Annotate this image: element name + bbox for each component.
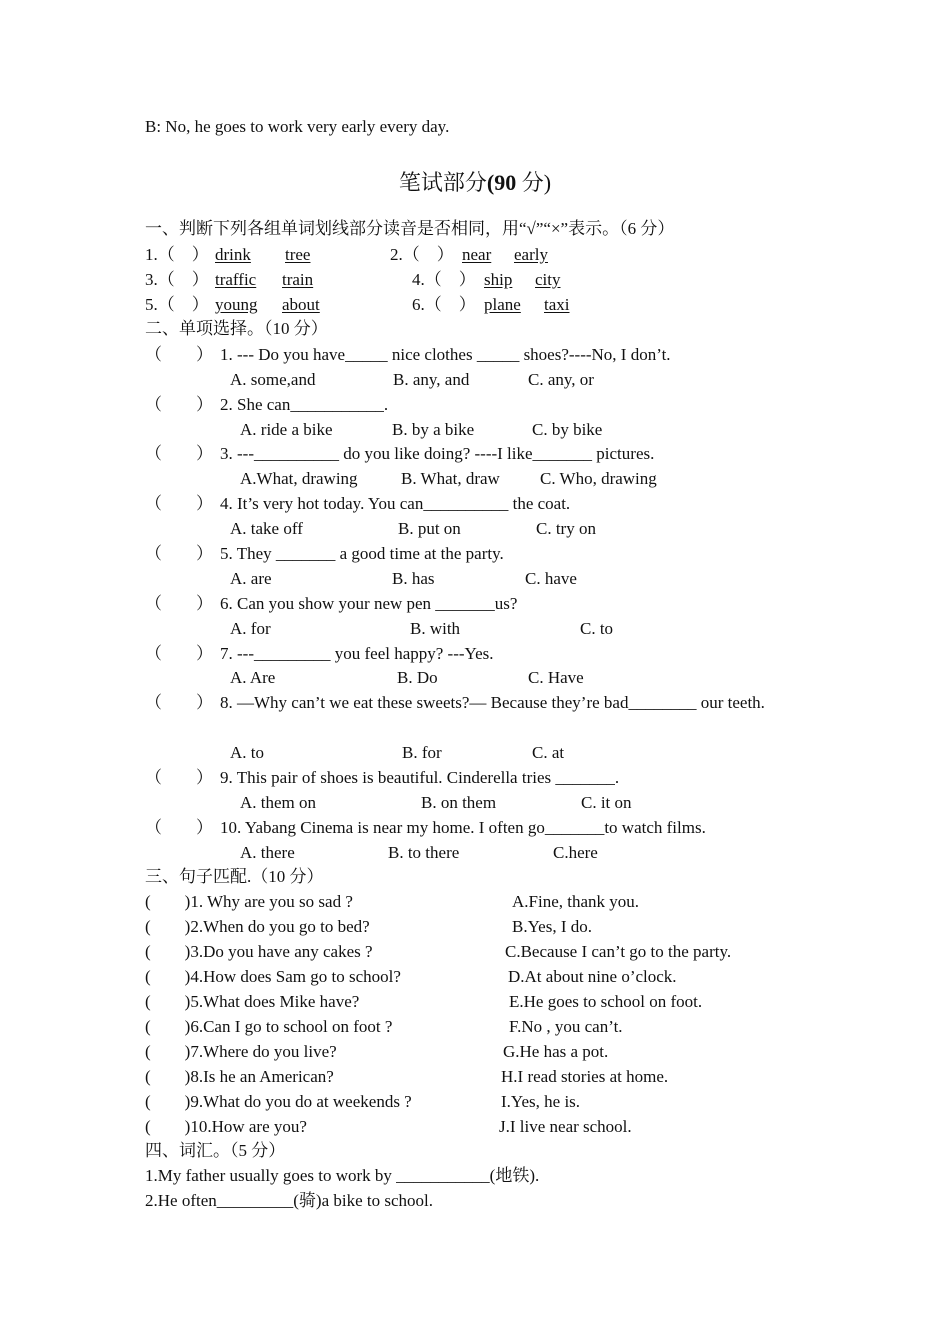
s1-item-num: 5.（ ） bbox=[145, 295, 209, 314]
question-text: 4. It’s very hot today. You can__________ the coat. bbox=[220, 494, 571, 513]
s1-item-num: 1.（ ） bbox=[145, 245, 209, 264]
intro-line: B: No, he goes to work very early every day. bbox=[145, 117, 450, 136]
match-question: ( )7.Where do you live? bbox=[145, 1042, 337, 1061]
option-a: A. for bbox=[230, 619, 271, 638]
match-answer: G.He has a pot. bbox=[503, 1042, 609, 1061]
option-b: B. put on bbox=[398, 519, 461, 538]
s1-word: near bbox=[462, 245, 492, 264]
option-c: C.here bbox=[553, 843, 598, 862]
option-a: A. them on bbox=[240, 793, 317, 812]
s1-item-num: 4.（ ） bbox=[412, 270, 476, 289]
answer-paren: （ ） bbox=[145, 693, 213, 712]
s1-word: drink bbox=[215, 245, 251, 264]
option-b: B. for bbox=[402, 743, 442, 762]
title-score: (90 bbox=[486, 170, 517, 195]
vocab-item: 1.My father usually goes to work by ___________(地铁). bbox=[145, 1166, 540, 1185]
s1-word: taxi bbox=[544, 295, 570, 314]
s1-word: ship bbox=[484, 270, 513, 289]
option-b: B. to there bbox=[388, 843, 460, 862]
question-text: 9. This pair of shoes is beautiful. Cinderella tries _______. bbox=[220, 768, 620, 787]
option-c: C. have bbox=[525, 569, 577, 588]
s1-word: train bbox=[282, 270, 314, 289]
section4-heading: 四、词汇。（5 分） bbox=[145, 1141, 286, 1160]
match-question: ( )10.How are you? bbox=[145, 1117, 307, 1136]
option-b: B. by a bike bbox=[392, 420, 475, 439]
match-answer: I.Yes, he is. bbox=[501, 1092, 581, 1111]
match-question: ( )1. Why are you so sad ? bbox=[145, 892, 353, 911]
question-text: 5. They _______ a good time at the party. bbox=[220, 544, 504, 563]
match-question: ( )9.What do you do at weekends ? bbox=[145, 1092, 412, 1111]
s1-item-num: 2.（ ） bbox=[390, 245, 454, 264]
match-question: ( )8.Is he an American? bbox=[145, 1067, 334, 1086]
match-answer: J.I live near school. bbox=[499, 1117, 632, 1136]
question-text: 2. She can___________. bbox=[220, 395, 389, 414]
page-title bbox=[0, 168, 950, 198]
option-b: B. with bbox=[410, 619, 461, 638]
option-c: C. try on bbox=[536, 519, 596, 538]
answer-paren: （ ） bbox=[145, 768, 213, 787]
match-answer: F.No , you can’t. bbox=[509, 1017, 623, 1036]
answer-paren: （ ） bbox=[145, 818, 213, 837]
match-question: ( )4.How does Sam go to school? bbox=[145, 967, 401, 986]
question-text: 6. Can you show your new pen _______us? bbox=[220, 594, 518, 613]
option-c: C. at bbox=[532, 743, 565, 762]
option-a: A. to bbox=[230, 743, 264, 762]
option-b: B. on them bbox=[421, 793, 497, 812]
s1-word: city bbox=[535, 270, 561, 289]
option-c: C. to bbox=[580, 619, 614, 638]
title-suffix: 分) bbox=[516, 170, 552, 195]
s1-word: plane bbox=[484, 295, 521, 314]
match-question: ( )3.Do you have any cakes ? bbox=[145, 942, 373, 961]
option-b: B. What, draw bbox=[401, 469, 500, 488]
option-b: B. has bbox=[392, 569, 435, 588]
question-text: 3. ---__________ do you like doing? ----I like_______ pictures. bbox=[220, 444, 655, 463]
section3-heading: 三、句子匹配.（10 分） bbox=[145, 867, 324, 886]
option-a: A. take off bbox=[230, 519, 303, 538]
answer-paren: （ ） bbox=[145, 494, 213, 513]
answer-paren: （ ） bbox=[145, 395, 213, 414]
title-prefix: 笔试部分 bbox=[398, 170, 487, 195]
option-c: C. Have bbox=[528, 668, 584, 687]
question-text: 8. —Why can’t we eat these sweets?— Because they’re bad________ our teeth. bbox=[220, 693, 765, 712]
answer-paren: （ ） bbox=[145, 544, 213, 563]
option-a: A. ride a bike bbox=[240, 420, 333, 439]
s1-word: about bbox=[282, 295, 320, 314]
option-a: A.What, drawing bbox=[240, 469, 358, 488]
question-text: 7. ---_________ you feel happy? ---Yes. bbox=[220, 644, 494, 663]
match-answer: A.Fine, thank you. bbox=[512, 892, 640, 911]
option-a: A. are bbox=[230, 569, 272, 588]
match-question: ( )6.Can I go to school on foot ? bbox=[145, 1017, 393, 1036]
answer-paren: （ ） bbox=[145, 644, 213, 663]
option-c: C. it on bbox=[581, 793, 632, 812]
match-answer: C.Because I can’t go to the party. bbox=[505, 942, 732, 961]
s1-item-num: 3.（ ） bbox=[145, 270, 209, 289]
answer-paren: （ ） bbox=[145, 594, 213, 613]
option-c: C. by bike bbox=[532, 420, 603, 439]
option-b: B. any, and bbox=[393, 370, 470, 389]
s1-word: young bbox=[215, 295, 258, 314]
match-answer: D.At about nine o’clock. bbox=[508, 967, 677, 986]
section2-heading: 二、单项选择。（10 分） bbox=[145, 319, 328, 338]
s1-word: tree bbox=[285, 245, 311, 264]
match-answer: H.I read stories at home. bbox=[501, 1067, 669, 1086]
match-answer: B.Yes, I do. bbox=[512, 917, 592, 936]
option-b: B. Do bbox=[397, 668, 438, 687]
vocab-item: 2.He often_________(骑)a bike to school. bbox=[145, 1191, 433, 1210]
option-a: A. Are bbox=[230, 668, 276, 687]
s1-word: early bbox=[514, 245, 548, 264]
option-c: C. any, or bbox=[528, 370, 594, 389]
match-question: ( )5.What does Mike have? bbox=[145, 992, 360, 1011]
s1-word: traffic bbox=[215, 270, 257, 289]
s1-item-num: 6.（ ） bbox=[412, 295, 476, 314]
question-text: 1. --- Do you have_____ nice clothes _____ shoes?----No, I don’t. bbox=[220, 345, 671, 364]
answer-paren: （ ） bbox=[145, 345, 213, 364]
section1-heading: 一、判断下列各组单词划线部分读音是否相同，用“√”“×”表示。（6 分） bbox=[145, 219, 675, 238]
answer-paren: （ ） bbox=[145, 444, 213, 463]
question-text: 10. Yabang Cinema is near my home. I often go_______to watch films. bbox=[220, 818, 706, 837]
option-a: A. there bbox=[240, 843, 295, 862]
option-c: C. Who, drawing bbox=[540, 469, 657, 488]
match-answer: E.He goes to school on foot. bbox=[509, 992, 703, 1011]
option-a: A. some,and bbox=[230, 370, 316, 389]
match-question: ( )2.When do you go to bed? bbox=[145, 917, 370, 936]
